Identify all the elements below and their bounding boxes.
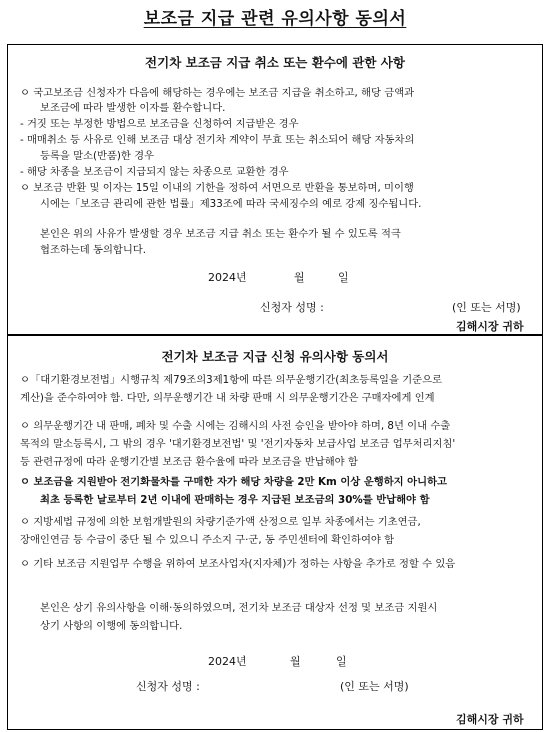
para-line: ㅇ 의무운행기간 내 판매, 폐차 및 수출 시에는 김해시의 사전 승인을 받아야 하며, 8년 이내 수출 bbox=[20, 420, 451, 432]
para-line: ㅇ 지방세법 규정에 의한 보험개발원의 차량기준가액 산정으로 일부 차종에서는 기초연금, bbox=[20, 516, 421, 528]
section-title: 전기차 보조금 지급 신청 유의사항 동의서 bbox=[161, 349, 389, 364]
para-line: 목적의 말소등록시, 그 밖의 경우 '대기환경보전법' 및 '전기자동차 보급사업 보조금 업무처리지침' bbox=[20, 438, 456, 450]
applicant-label: 신청자 성명 : bbox=[136, 680, 200, 693]
para-line: ㅇ 보조금 반환 및 이자는 15일 이내의 기한을 정하여 서면으로 반환을 통보하며, 미이행 bbox=[20, 182, 414, 194]
date-month: 월 bbox=[294, 271, 305, 284]
date-month: 월 bbox=[290, 655, 301, 668]
signature-hint: (인 또는 서명) bbox=[452, 301, 521, 314]
para-line: ㅇ 기타 보조금 지원업무 수행을 위하여 보조사업자(지자체)가 정하는 사항을 추가로 정할 수 있음 bbox=[20, 558, 456, 570]
date-year: 2024년 bbox=[208, 271, 247, 284]
para-line: ㅇ 보조금을 지원받아 전기화물차를 구매한 자가 해당 차량을 2만 Km 이상 운행하지 아니하고 bbox=[20, 476, 447, 488]
para-line: - 해당 차종을 보조금이 지급되지 않는 차종으로 교환한 경우 bbox=[20, 166, 289, 178]
section-application-notice bbox=[7, 334, 543, 730]
section-cancellation bbox=[7, 44, 543, 336]
addressee: 김해시장 귀하 bbox=[456, 713, 524, 726]
para-line: ㅇ「대기환경보전법」시행규칙 제79조의3제1항에 따른 의무운행기간(최초등록일을 기준으로 bbox=[20, 374, 442, 386]
document-title: 보조금 지급 관련 유의사항 동의서 bbox=[143, 9, 407, 29]
para-line: 시에는「보조금 관리에 관한 법률」제33조에 따라 국세징수의 예로 강제 징수됩니다. bbox=[40, 198, 422, 210]
date-day: 일 bbox=[336, 655, 347, 668]
signature-hint: (인 또는 서명) bbox=[340, 680, 409, 693]
applicant-label: 신청자 성명 : bbox=[260, 301, 324, 314]
para-line: 보조금에 따라 발생한 이자를 환수합니다. bbox=[40, 102, 226, 114]
para-line: 본인은 위의 사유가 발생할 경우 보조금 지급 취소 또는 환수가 될 수 있도록 적극 bbox=[40, 228, 401, 240]
para-line: 등 관련규정에 따라 운행기간별 보조금 환수율에 따라 보조금을 반납해야 함 bbox=[20, 456, 358, 468]
para-line: - 매매취소 등 사유로 인해 보조금 대상 전기차 계약이 무효 또는 취소되어 해당 자동차의 bbox=[20, 134, 415, 146]
para-line: 장애인연금 등 수급이 중단 될 수 있으니 주소지 구·군, 동 주민센터에 확인하여야 함 bbox=[20, 534, 395, 546]
para-line: 최초 등록한 날로부터 2년 이내에 판매하는 경우 지급된 보조금의 30%를 반납해야 함 bbox=[40, 494, 430, 506]
para-line: - 거짓 또는 부정한 방법으로 보조금을 신청하여 지급받은 경우 bbox=[20, 118, 299, 130]
para-line: 계산)을 준수하여야 함. 다만, 의무운행기간 내 차량 판매 시 의무운행기간은 구매자에게 인계 bbox=[20, 392, 435, 404]
para-line: 상기 사항의 이행에 동의합니다. bbox=[40, 620, 183, 632]
section-title: 전기차 보조금 지급 취소 또는 환수에 관한 사항 bbox=[145, 55, 405, 70]
para-line: ㅇ 국고보조금 신청자가 다음에 해당하는 경우에는 보조금 지급을 취소하고, 해당 금액과 bbox=[20, 87, 415, 99]
para-line: 등록을 말소(반품)한 경우 bbox=[40, 150, 155, 162]
date-year: 2024년 bbox=[208, 655, 247, 668]
addressee: 김해시장 귀하 bbox=[456, 320, 524, 333]
date-day: 일 bbox=[338, 271, 349, 284]
para-line: 본인은 상기 유의사항을 이해·동의하였으며, 전기차 보조금 대상자 선정 및 보조금 지원시 bbox=[40, 602, 438, 614]
para-line: 협조하는데 동의합니다. bbox=[40, 244, 147, 256]
